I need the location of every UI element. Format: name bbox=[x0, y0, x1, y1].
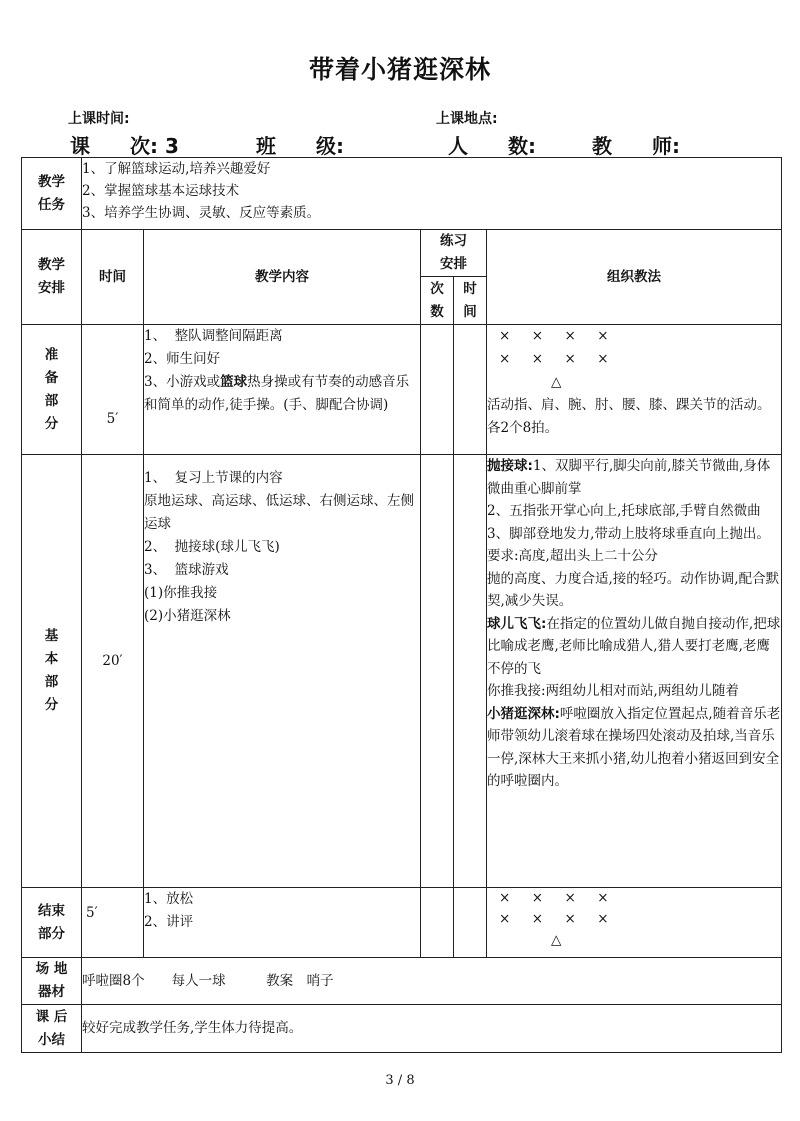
end-item: 1、放松 bbox=[144, 891, 194, 907]
end-practice-duration bbox=[454, 888, 487, 958]
basic-label: 基 本 部 分 bbox=[22, 455, 82, 888]
basic-item: (2)小猪逛深林 bbox=[144, 608, 231, 624]
basic-item: 1、 复习上节课的内容 bbox=[144, 470, 283, 486]
formation-row: × × × × bbox=[499, 351, 609, 367]
header-row bbox=[22, 230, 782, 277]
task-content bbox=[82, 158, 782, 230]
end-practice-times bbox=[421, 888, 454, 958]
basic-item: 2、 抛接球(球儿飞飞) bbox=[144, 539, 280, 555]
end-method bbox=[487, 888, 782, 958]
method-fly: 球儿飞飞:在指定的位置幼儿做自抛自接动作,把球比喻成老鹰,老师比喻成猎人,猎人要打老鹰,老鹰不停的飞 bbox=[487, 615, 781, 677]
practice-duration-header: 时 间 bbox=[454, 277, 487, 325]
lesson-plan-table bbox=[21, 157, 782, 1053]
practice-header: 练习 安排 bbox=[421, 230, 487, 277]
end-row bbox=[22, 888, 782, 958]
basic-practice-duration bbox=[454, 455, 487, 888]
basic-practice-times bbox=[421, 455, 454, 888]
method-requirement: 要求:高度,超出头上二十公分 bbox=[487, 548, 658, 564]
method-push: 你推我接:两组幼儿相对而站,两组幼儿随着 bbox=[487, 683, 739, 699]
end-item: 2、讲评 bbox=[144, 914, 194, 930]
class-time-label: 上课时间: bbox=[68, 111, 130, 127]
practice-times-header: 次 数 bbox=[421, 277, 454, 325]
basic-content bbox=[144, 455, 421, 888]
arrange-header: 教学 安排 bbox=[22, 230, 82, 325]
task-item: 1、了解篮球运动,培养兴趣爱好 bbox=[82, 161, 271, 177]
task-row bbox=[22, 158, 782, 230]
prep-item: 1、 整队调整间隔距离 bbox=[144, 328, 283, 344]
teacher-label: 教 师: bbox=[592, 134, 680, 158]
equipment-row bbox=[22, 958, 782, 1005]
equipment-label: 场 地 器材 bbox=[22, 958, 82, 1005]
basic-row bbox=[22, 455, 782, 888]
student-count-label: 人 数: bbox=[448, 134, 536, 158]
method-toss: 抛接球:1、双脚平行,脚尖向前,膝关节微曲,身体微曲重心脚前掌 bbox=[487, 458, 771, 497]
prep-item: 3、小游戏或篮球热身操或有节奏的动感音乐和简单的动作,徒手操。(手、脚配合协调) bbox=[144, 374, 410, 413]
lesson-number-label: 课 次: 3 bbox=[70, 134, 179, 158]
end-time: 5′ bbox=[82, 888, 144, 958]
prep-practice-times bbox=[421, 325, 454, 455]
end-content bbox=[144, 888, 421, 958]
teacher-triangle-icon: △ bbox=[551, 932, 562, 948]
class-place-label: 上课地点: bbox=[436, 111, 498, 127]
prep-item: 2、师生问好 bbox=[144, 351, 221, 367]
basic-method bbox=[487, 455, 782, 888]
prep-time: 5′ bbox=[82, 325, 144, 455]
task-item: 3、培养学生协调、灵敏、反应等素质。 bbox=[82, 205, 321, 221]
task-label: 教学 任务 bbox=[22, 158, 82, 230]
prep-row bbox=[22, 325, 782, 455]
method-requirement: 抛的高度、力度合适,接的轻巧。动作协调,配合默契,减少失误。 bbox=[487, 570, 780, 609]
content-header: 教学内容 bbox=[144, 230, 421, 325]
page-title: 带着小猪逛深林 bbox=[308, 55, 491, 84]
prep-content bbox=[144, 325, 421, 455]
time-header: 时间 bbox=[82, 230, 144, 325]
task-item: 2、掌握篮球基本运球技术 bbox=[82, 183, 240, 199]
method-header: 组织教法 bbox=[487, 230, 782, 325]
class-label: 班 级: bbox=[256, 134, 344, 158]
basic-time: 20′ bbox=[82, 455, 144, 888]
summary-value: 较好完成教学任务,学生体力待提高。 bbox=[82, 1005, 782, 1053]
end-label: 结束 部分 bbox=[22, 888, 82, 958]
summary-label: 课 后 小结 bbox=[22, 1005, 82, 1053]
formation-row: × × × × bbox=[499, 911, 609, 927]
teacher-triangle-icon: △ bbox=[551, 374, 562, 390]
method-step: 2、五指张开掌心向上,托球底部,手臂自然微曲 bbox=[487, 503, 761, 519]
prep-method-text: 活动指、肩、腕、肘、腰、膝、踝关节的活动。各2个8拍。 bbox=[487, 397, 771, 436]
prep-label: 准 备 部 分 bbox=[22, 325, 82, 455]
formation-row: × × × × bbox=[499, 328, 609, 344]
prep-method bbox=[487, 325, 782, 455]
basic-item: 原地运球、高运球、低运球、右侧运球、左侧运球 bbox=[144, 493, 414, 532]
basic-item: 3、 篮球游戏 bbox=[144, 562, 229, 578]
method-pig: 小猪逛深林:呼啦圈放入指定位置起点,随着音乐老师带领幼儿滚着球在操场四处滚动及拍球,当音乐一停,深林大王来抓小猪,幼儿抱着小猪返回到安全的呼啦圈内。 bbox=[487, 705, 781, 789]
equipment-value: 呼啦圈8个 每人一球 教案 哨子 bbox=[82, 958, 782, 1005]
summary-row bbox=[22, 1005, 782, 1053]
basic-item: (1)你推我接 bbox=[144, 585, 218, 601]
prep-practice-duration bbox=[454, 325, 487, 455]
formation-row: × × × × bbox=[499, 890, 609, 906]
page-number: 3 / 8 bbox=[385, 1073, 415, 1088]
method-step: 3、脚部登地发力,带动上肢将球垂直向上抛出。 bbox=[487, 525, 770, 542]
